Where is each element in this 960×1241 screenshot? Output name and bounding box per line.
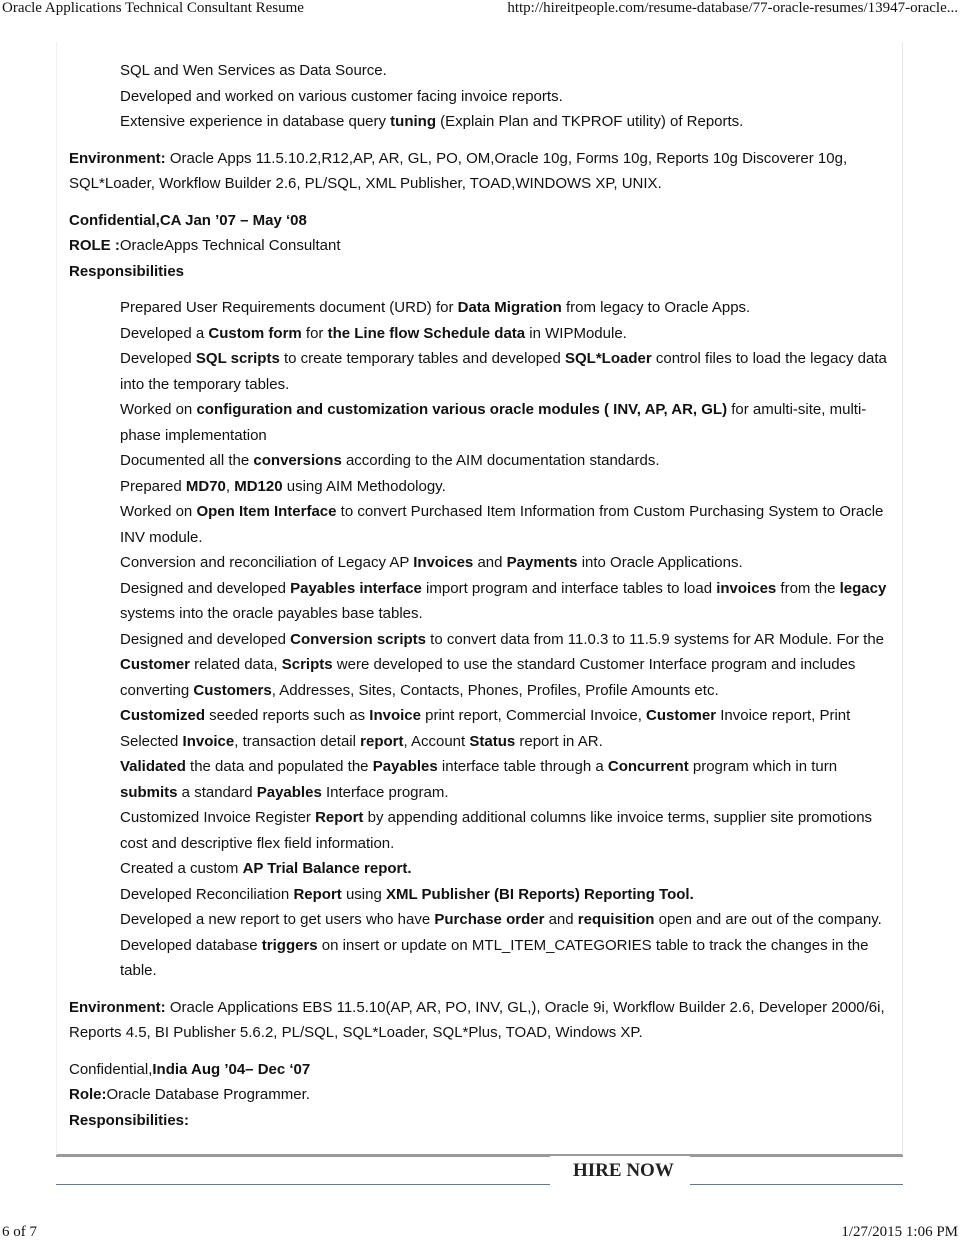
text: by appending additional columns like invoice terms, supplier site promotions cost and descriptive flex field information. bbox=[120, 809, 873, 852]
bold-text: Payables interface bbox=[290, 579, 422, 597]
text: and bbox=[473, 554, 507, 571]
text: Invoice report, Print Selected bbox=[120, 707, 851, 750]
bold-text: Report bbox=[293, 885, 342, 903]
text: from the bbox=[776, 579, 840, 597]
text: for amulti-site, multi-phase implementation bbox=[120, 401, 867, 444]
resume-line bbox=[69, 233, 899, 259]
bold-text: Invoices bbox=[413, 554, 474, 571]
text: Developed database bbox=[120, 936, 262, 954]
bold-text: Payments bbox=[506, 554, 578, 571]
responsibility-item bbox=[69, 703, 895, 754]
divider bbox=[690, 1155, 903, 1157]
resume-line bbox=[69, 208, 899, 234]
print-footer-datetime: 1/27/2015 1:06 PM bbox=[841, 1224, 958, 1240]
text: Documented all the bbox=[120, 452, 254, 469]
bold-text: SQL scripts bbox=[195, 350, 280, 367]
bold-text: Status bbox=[469, 732, 516, 750]
spacer bbox=[69, 1046, 899, 1057]
bold-text: Data Migration bbox=[457, 299, 562, 316]
bold-text: submits bbox=[120, 783, 178, 801]
bold-text: XML Publisher (BI Reports) Reporting Tool. bbox=[385, 885, 694, 903]
bold-text: Confidential,CA Jan ’07 – May ‘08 bbox=[69, 211, 307, 229]
bold-text: Payables bbox=[372, 758, 438, 775]
text: Worked on bbox=[120, 503, 197, 520]
bold-text: AP Trial Balance report. bbox=[242, 860, 412, 877]
print-footer-page: 6 of 7 bbox=[2, 1224, 37, 1240]
text: systems into the oracle payables base tables. bbox=[120, 605, 423, 622]
responsibility-item bbox=[69, 474, 895, 500]
text: Designed and developed bbox=[120, 630, 291, 648]
text: control files to load the legacy data into the temporary tables. bbox=[120, 350, 887, 393]
text: SQL and Wen Services as Data Source. bbox=[120, 62, 387, 79]
bold-text: Customer bbox=[646, 707, 717, 724]
bold-text: Purchase order bbox=[434, 911, 545, 928]
divider bbox=[690, 1184, 903, 1185]
responsibility-item bbox=[69, 576, 895, 627]
responsibility-item bbox=[69, 448, 895, 474]
responsibility-item bbox=[69, 109, 895, 135]
bold-text: ROLE : bbox=[69, 237, 120, 254]
spacer bbox=[69, 135, 899, 146]
responsibility-item bbox=[69, 499, 895, 550]
bold-text: Payables bbox=[256, 783, 322, 801]
text: a standard bbox=[177, 783, 257, 801]
bold-text: Invoice bbox=[182, 732, 235, 750]
text: Oracle Database Programmer. bbox=[106, 1086, 310, 1103]
text: Oracle Apps 11.5.10.2,R12,AP, AR, GL, PO, OM,Oracle 10g, Forms 10g, Reports 10g Discoverer 10g, SQL*Loader, Workflow Builder 2.6, PL/SQL, XML Publisher, TOAD,WINDOWS XP, UNIX. bbox=[69, 149, 848, 192]
text: interface table through a bbox=[437, 758, 608, 775]
bold-text: Scripts bbox=[281, 656, 333, 673]
bold-text: Responsibilities bbox=[69, 262, 185, 280]
text: Prepared bbox=[120, 477, 186, 495]
bold-text: Report bbox=[315, 809, 364, 826]
text: , Addresses, Sites, Contacts, Phones, Profiles, Profile Amounts etc. bbox=[271, 681, 719, 699]
bold-text: India Aug ’04– Dec ‘07 bbox=[152, 1060, 311, 1078]
text: Designed and developed bbox=[120, 579, 291, 597]
text: were developed to use the standard Customer Interface program and includes converting bbox=[120, 656, 856, 699]
bold-text: Customers bbox=[193, 681, 272, 699]
text: Extensive experience in database query bbox=[120, 113, 391, 130]
text: into Oracle Applications. bbox=[577, 554, 743, 571]
bold-text: triggers bbox=[261, 936, 318, 954]
bold-text: report bbox=[360, 732, 404, 750]
responsibility-item bbox=[69, 907, 895, 933]
spacer bbox=[69, 284, 899, 295]
responsibility-item bbox=[69, 627, 895, 704]
responsibility-item bbox=[69, 550, 895, 576]
text: to convert Purchased Item Information from Custom Purchasing System to Oracle INV module. bbox=[120, 503, 884, 546]
text: (Explain Plan and TKPROF utility) of Reports. bbox=[436, 113, 744, 130]
responsibility-item bbox=[69, 933, 895, 984]
text: seeded reports such as bbox=[205, 707, 370, 724]
text: Developed a bbox=[120, 324, 209, 342]
bold-text: Environment: bbox=[69, 998, 170, 1016]
spacer bbox=[69, 984, 899, 995]
responsibility-item bbox=[69, 397, 895, 448]
bold-text: MD120 bbox=[234, 477, 283, 495]
responsibility-item bbox=[69, 856, 895, 882]
print-header-url: http://hireitpeople.com/resume-database/77-oracle-resumes/13947-oracle... bbox=[507, 0, 958, 16]
spacer bbox=[69, 197, 899, 208]
resume-line bbox=[69, 1057, 899, 1083]
responsibility-item bbox=[69, 84, 895, 110]
resume-line bbox=[69, 259, 899, 285]
text: import program and interface tables to load bbox=[421, 579, 717, 597]
bold-text: invoices bbox=[716, 579, 777, 597]
text: and bbox=[544, 911, 578, 928]
bold-text: Role: bbox=[69, 1086, 107, 1103]
text: , Account bbox=[403, 732, 470, 750]
text: Developed a new report to get users who have bbox=[120, 911, 435, 928]
text: Created a custom bbox=[120, 860, 243, 877]
bold-text: Open Item Interface bbox=[196, 503, 337, 520]
text: , bbox=[225, 477, 235, 495]
resume-line bbox=[69, 146, 899, 197]
text: Worked on bbox=[120, 401, 197, 418]
bold-text: configuration and customization various oracle modules ( INV, AP, AR, GL) bbox=[196, 401, 728, 418]
bold-text: Responsibilities: bbox=[69, 1111, 190, 1129]
text: OracleApps Technical Consultant bbox=[119, 237, 341, 254]
text: Developed and worked on various customer facing invoice reports. bbox=[120, 87, 563, 105]
text: according to the AIM documentation standards. bbox=[341, 452, 660, 469]
bold-text: requisition bbox=[577, 911, 655, 928]
bold-text: MD70 bbox=[185, 477, 226, 495]
bold-text: Conversion scripts bbox=[290, 630, 427, 648]
text: Conversion and reconciliation of Legacy AP bbox=[120, 554, 414, 571]
bold-text: Customized bbox=[120, 707, 206, 724]
print-header-title: Oracle Applications Technical Consultant Resume bbox=[2, 0, 304, 16]
responsibility-item bbox=[69, 882, 895, 908]
responsibility-item bbox=[69, 754, 895, 805]
resume-line bbox=[69, 995, 899, 1046]
hire-now-link[interactable]: HIRE NOW bbox=[573, 1160, 674, 1181]
divider bbox=[56, 1155, 550, 1157]
text: Interface program. bbox=[321, 783, 449, 801]
text: Prepared User Requirements document (URD) for bbox=[120, 299, 458, 316]
text: report in AR. bbox=[515, 732, 603, 750]
bold-text: Concurrent bbox=[607, 758, 689, 775]
responsibility-item bbox=[69, 346, 895, 397]
resume-line bbox=[69, 1082, 899, 1108]
text: open and are out of the company. bbox=[654, 911, 882, 928]
bold-text: conversions bbox=[253, 452, 342, 469]
text: Confidential, bbox=[69, 1060, 153, 1078]
bold-text: Custom form bbox=[208, 324, 302, 342]
text: related data, bbox=[190, 656, 282, 673]
text: to create temporary tables and developed bbox=[279, 350, 565, 367]
bold-text: the Line flow Schedule data bbox=[327, 324, 526, 342]
text: , transaction detail bbox=[234, 732, 361, 750]
resume-content bbox=[69, 58, 899, 1133]
bold-text: Customer bbox=[120, 656, 191, 673]
text: using AIM Methodology. bbox=[282, 477, 446, 495]
bold-text: tuning bbox=[390, 113, 436, 130]
responsibility-item bbox=[69, 321, 895, 347]
text: Customized Invoice Register bbox=[120, 809, 316, 826]
text: for bbox=[301, 324, 328, 342]
bold-text: SQL*Loader bbox=[565, 350, 652, 367]
text: the data and populated the bbox=[185, 758, 373, 775]
bold-text: Environment: bbox=[69, 149, 170, 167]
responsibility-item bbox=[69, 58, 895, 84]
text: from legacy to Oracle Apps. bbox=[561, 299, 751, 316]
responsibility-item bbox=[69, 295, 895, 321]
text: print report, Commercial Invoice, bbox=[420, 707, 647, 724]
text: Oracle Applications EBS 11.5.10(AP, AR, PO, INV, GL,), Oracle 9i, Workflow Builder 2.6, Developer 2000/6i, Reports 4.5, BI Publisher 5.6.2, PL/SQL, SQL*Loader, SQL*Plus, TOAD, Windows XP. bbox=[69, 998, 885, 1041]
responsibility-item bbox=[69, 805, 895, 856]
text: in WIPModule. bbox=[525, 324, 627, 342]
text: on insert or update on MTL_ITEM_CATEGORIES table to track the changes in the table. bbox=[120, 936, 869, 979]
resume-line bbox=[69, 1108, 899, 1134]
bold-text: legacy bbox=[839, 579, 887, 597]
text: Developed bbox=[120, 350, 196, 367]
text: using bbox=[341, 885, 386, 903]
text: program which in turn bbox=[688, 758, 838, 775]
divider bbox=[56, 1184, 550, 1185]
text: to convert data from 11.0.3 to 11.5.9 systems for AR Module. For the bbox=[426, 630, 885, 648]
text: Developed Reconciliation bbox=[120, 885, 294, 903]
bold-text: Validated bbox=[120, 758, 186, 775]
bold-text: Invoice bbox=[369, 707, 421, 724]
